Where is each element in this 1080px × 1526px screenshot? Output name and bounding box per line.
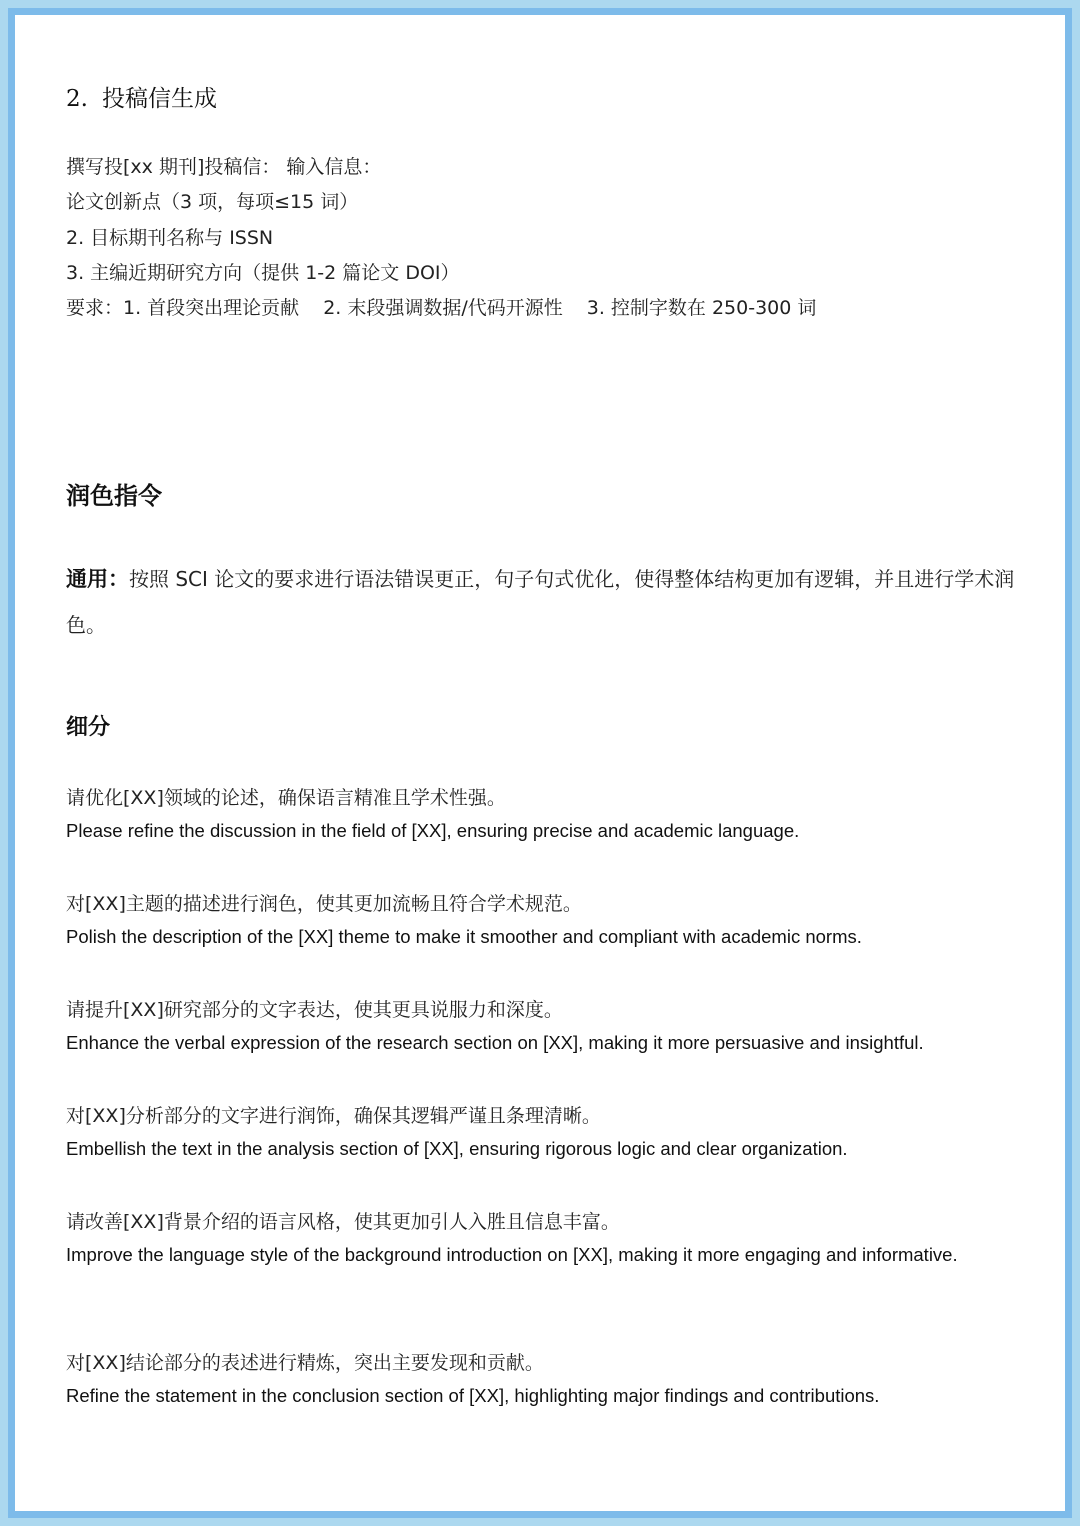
cover-letter-line-1: 撰写投[xx 期刊]投稿信： 输入信息： [66, 156, 382, 178]
item-1-en: Please refine the discussion in the field of [XX], ensuring precise and academic language. [66, 820, 800, 841]
requirement-3: 3. 控制字数在 250-300 词 [586, 297, 817, 319]
general-label: 通用： [66, 567, 129, 591]
item-3-zh: 请提升[XX]研究部分的文字表达，使其更具说服力和深度。 [66, 999, 563, 1021]
requirement-1: 1. 首段突出理论贡献 [123, 297, 300, 319]
cover-letter-requirements [66, 293, 816, 320]
detail-subtitle: 细分 [66, 715, 111, 740]
cover-letter-line-2: 论文创新点（3 项，每项≤15 词） [66, 191, 359, 213]
item-6-zh: 对[XX]结论部分的表述进行精炼，突出主要发现和贡献。 [66, 1352, 544, 1374]
item-3-en: Enhance the verbal expression of the research section on [XX], making it more persuasive and insightful. [66, 1032, 924, 1053]
section-title: 投稿信生成 [101, 86, 217, 112]
requirement-2: 2. 末段强调数据/代码开源性 [323, 297, 563, 319]
item-2-en: Polish the description of the [XX] theme to make it smoother and compliant with academic norms. [66, 926, 862, 947]
polish-general-paragraph [66, 556, 1016, 648]
item-4-zh: 对[XX]分析部分的文字进行润饰，确保其逻辑严谨且条理清晰。 [66, 1105, 601, 1127]
section-heading-cover-letter [66, 80, 217, 113]
requirements-prefix: 要求： [66, 297, 124, 319]
item-6-en: Refine the statement in the conclusion section of [XX], highlighting major findings and contributions. [66, 1385, 880, 1406]
item-4-en: Embellish the text in the analysis section of [XX], ensuring rigorous logic and clear organization. [66, 1138, 848, 1159]
item-5-en: Improve the language style of the background introduction on [XX], making it more engaging and informative. [66, 1244, 958, 1265]
general-text: 按照 SCI 论文的要求进行语法错误更正，句子句式优化，使得整体结构更加有逻辑，并且进行学术润色。 [66, 567, 1015, 637]
polish-section-title: 润色指令 [66, 482, 162, 510]
cover-letter-line-3: 2. 目标期刊名称与 ISSN [66, 227, 274, 249]
item-5-zh: 请改善[XX]背景介绍的语言风格，使其更加引人入胜且信息丰富。 [66, 1211, 620, 1233]
item-1-zh: 请优化[XX]领域的论述，确保语言精准且学术性强。 [66, 787, 506, 809]
cover-letter-line-4: 3. 主编近期研究方向（提供 1-2 篇论文 DOI） [66, 262, 460, 284]
item-2-zh: 对[XX]主题的描述进行润色，使其更加流畅且符合学术规范。 [66, 893, 582, 915]
section-number: 2. [66, 86, 88, 112]
